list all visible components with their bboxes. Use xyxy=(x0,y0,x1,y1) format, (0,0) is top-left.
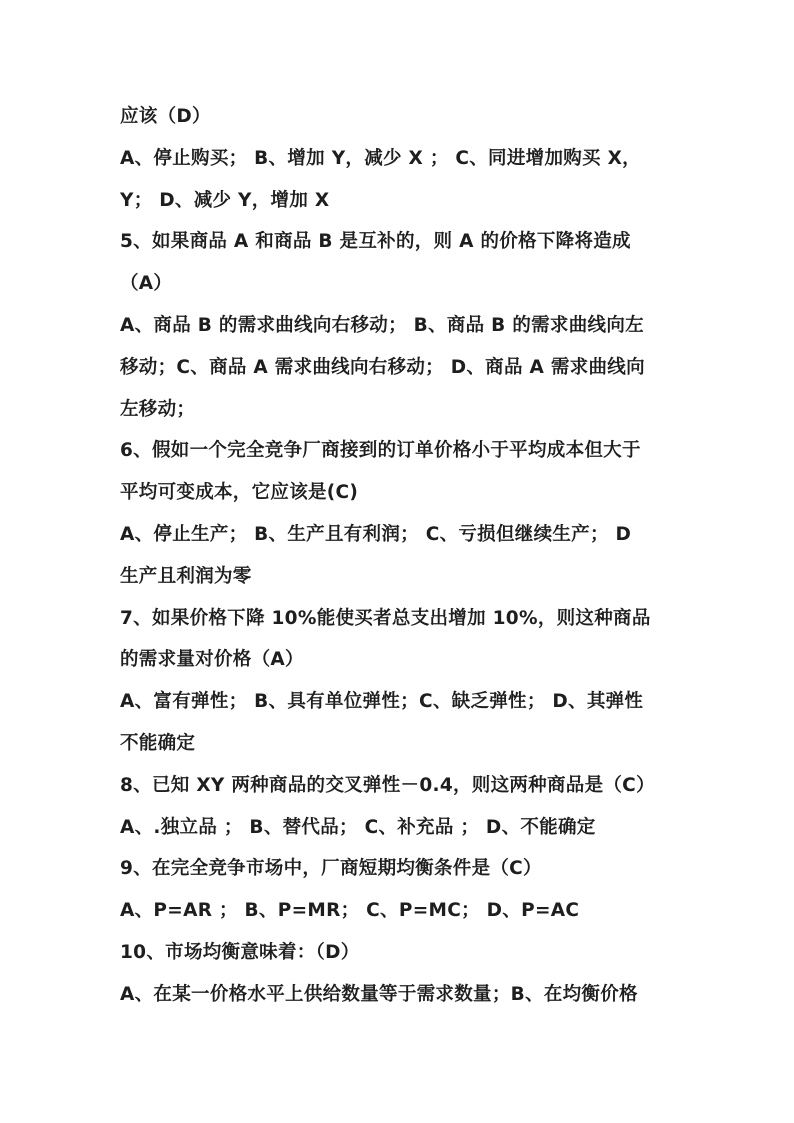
text-line: A、P=AR ； B、P=MR； C、P=MC； D、P=AC xyxy=(120,900,580,922)
question-5: 5、如果商品 A 和商品 B 是互补的，则 A 的价格下降将造成 xyxy=(120,231,631,253)
text-line: 左移动； xyxy=(120,398,196,420)
question-6: 6、假如一个完全竞争厂商接到的订单价格小于平均成本但大于 xyxy=(120,440,641,462)
text-line: A、停止生产； B、生产且有利润； C、亏损但继续生产； D xyxy=(120,523,632,545)
text-line: A、商品 B 的需求曲线向右移动； B、商品 B 的需求曲线向左 xyxy=(120,314,644,336)
text-line: 的需求量对价格（A） xyxy=(120,649,304,671)
question-10: 10、市场均衡意味着：（D） xyxy=(120,941,360,963)
text-line: Y； D、减少 Y，增加 X xyxy=(120,189,330,211)
text-line: （A） xyxy=(120,273,173,295)
text-line: 平均可变成本，它应该是(C) xyxy=(120,482,359,504)
text-line: A、停止购买； B、增加 Y，减少 X ； C、同进增加购买 X， xyxy=(120,147,641,169)
document-page xyxy=(120,96,700,1016)
text-line: A、在某一价格水平上供给数量等于需求数量；B、在均衡价格 xyxy=(120,983,638,1005)
text-line: 应该（D） xyxy=(120,106,211,127)
question-8: 8、已知 XY 两种商品的交叉弹性－0.4，则这两种商品是（C） xyxy=(120,774,655,796)
question-7: 7、如果价格下降 10%能使买者总支出增加 10%，则这种商品 xyxy=(120,607,651,629)
text-line: A、.独立品 ； B、替代品； C、补充品 ； D、不能确定 xyxy=(120,816,596,838)
text-line: A、富有弹性； B、具有单位弹性；C、缺乏弹性； D、其弹性 xyxy=(120,691,644,713)
text-line: 移动；C、商品 A 需求曲线向右移动； D、商品 A 需求曲线向 xyxy=(120,356,645,378)
text-line: 不能确定 xyxy=(120,732,196,754)
text-line: 生产且利润为零 xyxy=(120,565,252,587)
question-9: 9、在完全竞争市场中，厂商短期均衡条件是（C） xyxy=(120,858,542,880)
